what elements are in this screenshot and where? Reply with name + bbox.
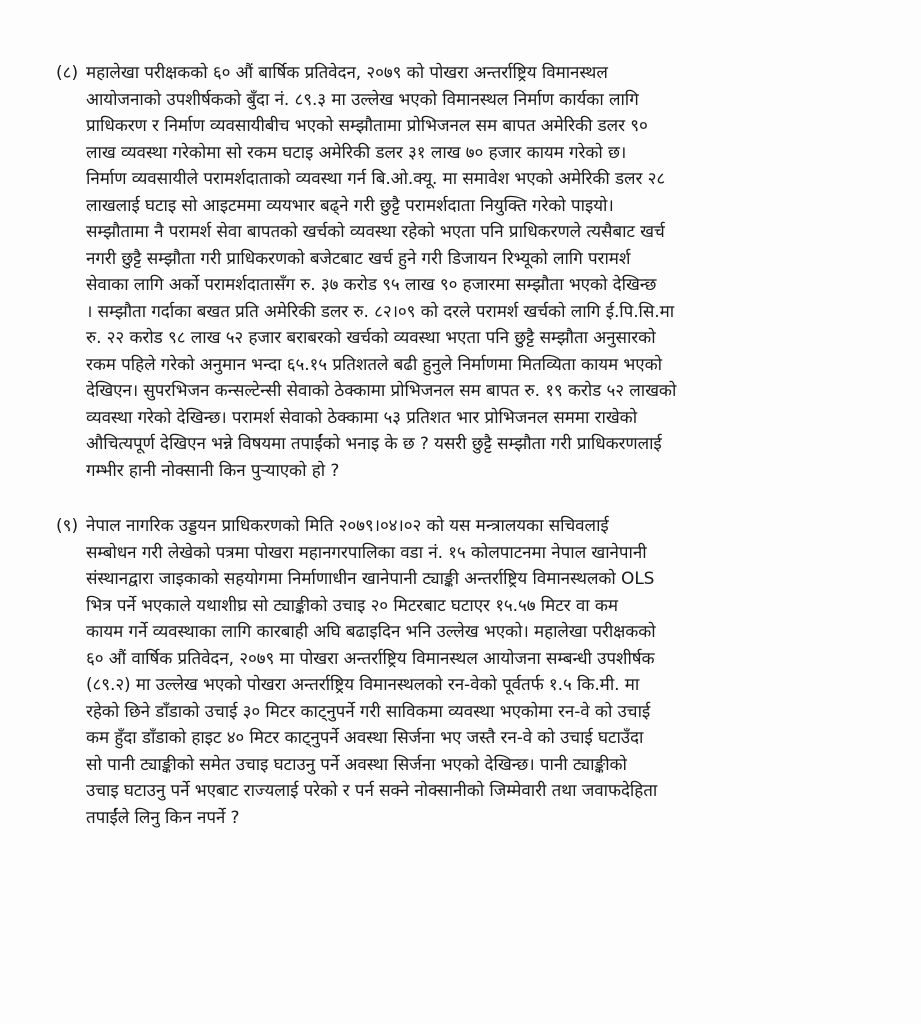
text-line: लाखलाई घटाइ सो आइटममा व्ययभार बढ्ने गरी छुट्टै परामर्शदाता नियुक्ति गरेको पाइयो। [86, 195, 614, 216]
text-line: नेपाल नागरिक उड्डयन प्राधिकरणको मिति २०७९।०४।०२ को यस मन्त्रालयका सचिवलाई [86, 516, 609, 536]
text-line: उचाइ घटाउनु पर्ने भएबाट राज्यलाई परेको र पर्न सक्ने नोक्सानीको जिम्मेवारी तथा जवाफदेहिता [86, 781, 658, 801]
text-line: सम्झौतामा नै परामर्श सेवा बापतको खर्चको व्यवस्था रहेको भएता पनि प्राधिकरणले त्यसैबाट खर्च [86, 222, 665, 242]
text-line: रहेको छिने डाँडाको उचाई ३० मिटर काट्नुपर्ने गरी साविकमा व्यवस्था भएकोमा रन-वे को उचाई [86, 701, 651, 722]
text-line: (८९.२) मा उल्लेख भएको पोखरा अन्तर्राष्ट्रिय विमानस्थलको रन-वेको पूर्वतर्फ १.५ कि.मी. मा [86, 675, 640, 695]
text-line: कायम गर्ने व्यवस्थाका लागि कारबाही अघि बढाइदिन भनि उल्लेख भएको। महालेखा परीक्षकको [86, 622, 656, 642]
text-line: औचित्यपूर्ण देखिएन भन्ने विषयमा तपाईंको भनाइ के छ ? यसरी छुट्टै सम्झौता गरी प्राधिकरणलाई [86, 434, 662, 454]
text-line: आयोजनाको उपशीर्षकको बुँदा नं. ८९.३ मा उल्लेख भएको विमानस्थल निर्माण कार्यका लागि [86, 89, 639, 110]
text-line: संस्थानद्वारा जाइकाको सहयोगमा निर्माणाधीन खानेपानी ट्याङ्की अन्तर्राष्ट्रिय विमानस्थलको OLS [86, 569, 655, 589]
paragraph-number: (८) [56, 63, 79, 83]
text-line: ६० औं वार्षिक प्रतिवेदन, २०७९ मा पोखरा अन्तर्राष्ट्रिय विमानस्थल आयोजना सम्बन्धी उपशीर्षक [86, 648, 655, 669]
paragraph-number: (९) [56, 516, 79, 536]
text-line: नगरी छुट्टै सम्झौता गरी प्राधिकरणको बजेटबाट खर्च हुने गरी डिजायन रिभ्यूको लागि परामर्श [86, 248, 631, 269]
text-line: प्राधिकरण र निर्माण व्यवसायीबीच भएको सम्झौतामा प्रोभिजनल सम बापत अमेरिकी डलर ९० [86, 116, 648, 136]
text-line: लाख व्यवस्था गरेकोमा सो रकम घटाइ अमेरिकी डलर ३१ लाख ७० हजार कायम गरेको छ। [86, 142, 627, 163]
text-line: सम्बोधन गरी लेखेको पत्रमा पोखरा महानगरपालिका वडा नं. १५ कोलपाटनमा नेपाल खानेपानी [86, 542, 647, 563]
text-line: निर्माण व्यवसायीले परामर्शदाताको व्यवस्था गर्न बि.ओ.क्यू. मा समावेश भएको अमेरिकी डलर २८ [86, 169, 666, 189]
paragraph-8 [56, 60, 871, 484]
text-line: महालेखा परीक्षकको ६० औं बार्षिक प्रतिवेदन, २०७९ को पोखरा अन्तर्राष्ट्रिय विमानस्थल [86, 63, 608, 83]
text-line: । सम्झौता गर्दाका बखत प्रति अमेरिकी डलर रु. ८२।०९ को दरले परामर्श खर्चको लागि ई.पि.सि.मा [86, 301, 675, 322]
paragraph-9 [56, 513, 871, 831]
text-line: रकम पहिले गरेको अनुमान भन्दा ६५.१५ प्रतिशतले बढी हुनुले निर्माणमा मितव्यिता कायम भएको [86, 354, 662, 375]
text-line: कम हुँदा डाँडाको हाइट ४० मिटर काट्नुपर्ने अवस्था सिर्जना भए जस्तै रन-वे को उचाई घटाउँदा [86, 728, 644, 748]
text-line: सेवाका लागि अर्को परामर्शदातासँग रु. ३७ करोड ९५ लाख ९० हजारमा सम्झौता भएको देखिन्छ [86, 275, 657, 295]
text-line: रु. २२ करोड ९८ लाख ५२ हजार बराबरको खर्चको व्यवस्था भएता पनि छुट्टै सम्झौता अनुसारको [86, 328, 656, 348]
text-line: भित्र पर्ने भएकाले यथाशीघ्र सो ट्याङ्कीको उचाइ २० मिटरबाट घटाएर १५.५७ मिटर वा कम [86, 595, 618, 616]
text-line: व्यवस्था गरेको देखिन्छ। परामर्श सेवाको ठेक्कामा ५३ प्रतिशत भार प्रोभिजनल सममा राखेको [86, 407, 638, 428]
text-line: सो पानी ट्याङ्कीको समेत उचाइ घटाउनु पर्ने अवस्था सिर्जना भएको देखिन्छ। पानी ट्याङ्कीको [86, 754, 627, 775]
text-line: देखिएन। सुपरभिजन कन्सल्टेन्सी सेवाको ठेक्कामा प्रोभिजनल सम बापत रु. १९ करोड ५२ लाखको [86, 381, 677, 401]
text-line: गम्भीर हानी नोक्सानी किन पुऱ्याएको हो ? [86, 460, 340, 481]
text-line: तपाईंले लिनु किन नपर्ने ? [86, 807, 240, 828]
